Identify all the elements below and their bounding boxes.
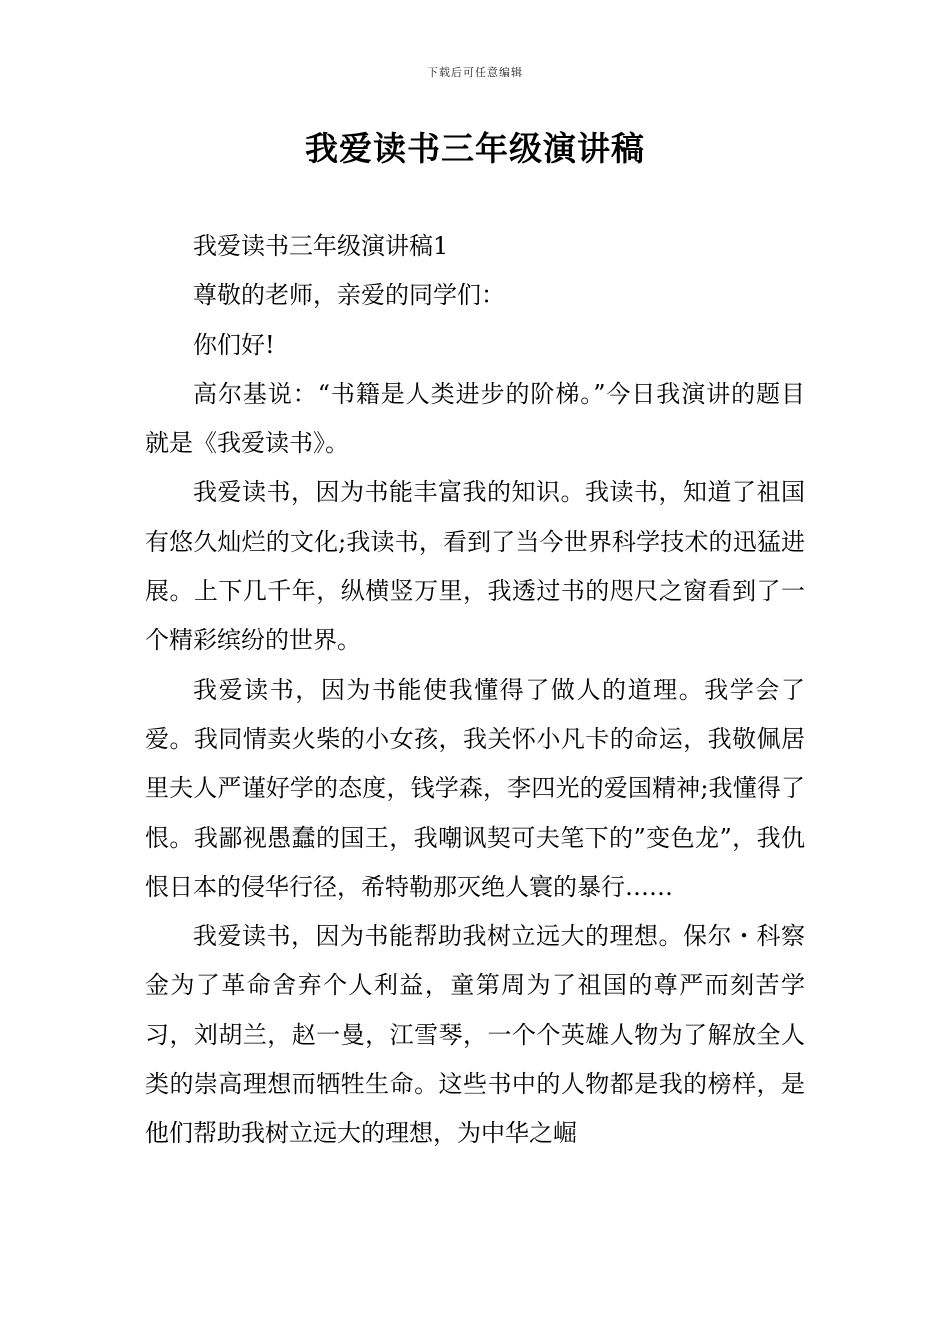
paragraph-salutation: 尊敬的老师，亲爱的同学们： (193, 281, 505, 310)
paragraph-ideals: 我爱读书，因为书能帮助我树立远大的理想。保尔・科察金为了革命舍弃个人利益，童第周为了祖国的尊严而刻苦学习，刘胡兰，赵一曼，江雪琴，一个个英雄人物为了解放全人类的崇高理想而牺牲生命。这些书中的人物都是我的榜样，是他们帮助我树立远大的理想，为中华之崛 (145, 922, 805, 1148)
page-header-note: 下载后可任意编辑 (427, 66, 523, 79)
document-title: 我爱读书三年级演讲稿 (305, 129, 645, 168)
paragraph-subtitle: 我爱读书三年级演讲稿1 (193, 232, 449, 260)
paragraph-intro: 高尔基说：“书籍是人类进步的阶梯。”今日我演讲的题目就是《我爱读书》。 (145, 379, 805, 458)
paragraph-knowledge: 我爱读书，因为书能丰富我的知识。我读书，知道了祖国有悠久灿烂的文化;我读书，看到了当今世界科学技术的迅猛进展。上下几千年，纵横竖万里，我透过书的咫尺之窗看到了一个精彩缤纷的世界。 (145, 478, 805, 655)
document-body (145, 222, 805, 1159)
paragraph-greeting: 你们好! (193, 330, 275, 359)
paragraph-morality: 我爱读书，因为书能使我懂得了做人的道理。我学会了爱。我同情卖火柴的小女孩，我关怀小凡卡的命运，我敬佩居里夫人严谨好学的态度，钱学森，李四光的爱国精神;我懂得了恨。我鄙视愚蠢的国王，我嘲讽契可夫笔下的”变色龙”，我仇恨日本的侵华行径，希特勒那灭绝人寰的暴行…… (145, 675, 805, 901)
